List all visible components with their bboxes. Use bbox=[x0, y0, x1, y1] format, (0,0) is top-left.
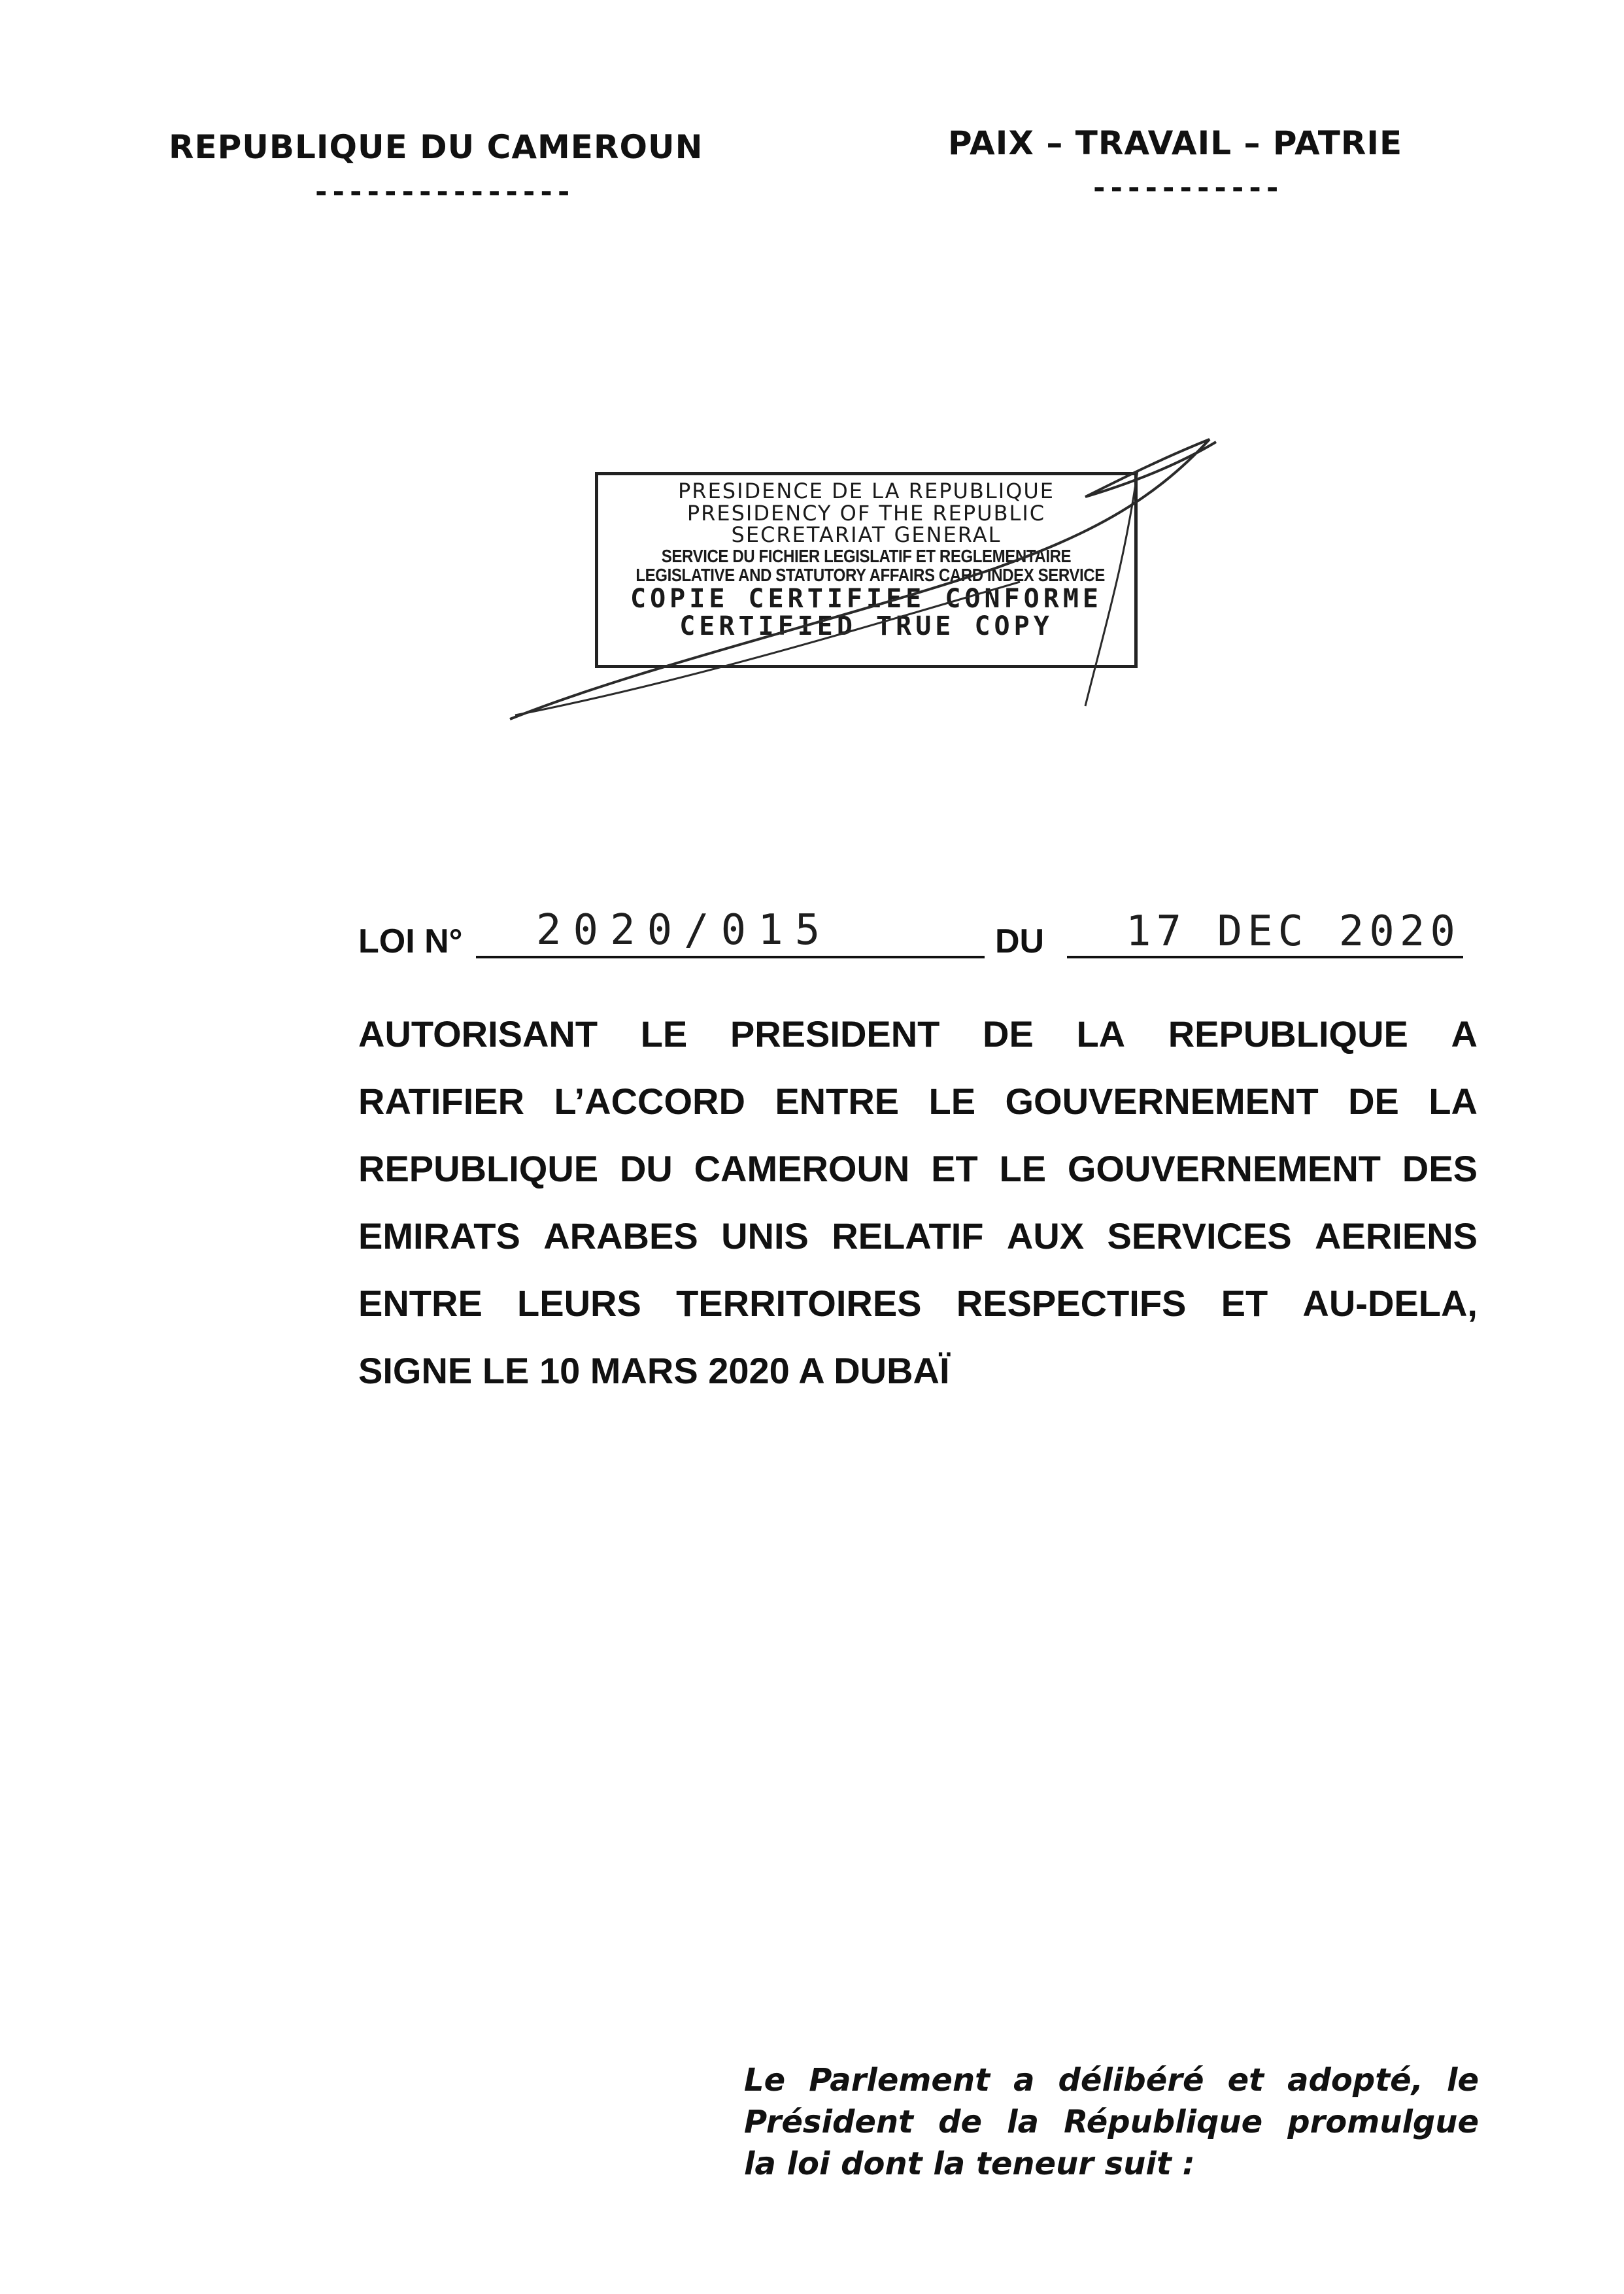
national-motto: PAIX – TRAVAIL – PATRIE bbox=[948, 124, 1403, 162]
stamp-line: COPIE CERTIFIEE CONFORME bbox=[630, 583, 1102, 614]
word: LA bbox=[1076, 1013, 1126, 1054]
word: ENTRE bbox=[358, 1283, 482, 1324]
signature-scribble bbox=[497, 431, 1229, 745]
law-number-label: LOI N° bbox=[358, 922, 463, 960]
promulgation-line bbox=[744, 2101, 1479, 2143]
stamp-line: SECRETARIAT GENERAL bbox=[731, 522, 1002, 548]
word: Le bbox=[744, 2062, 786, 2099]
word: GOUVERNEMENT bbox=[1067, 1148, 1381, 1189]
law-date-value: 17 DEC 2020 bbox=[1126, 907, 1461, 956]
word: ET bbox=[1221, 1283, 1268, 1324]
word: PRESIDENT bbox=[730, 1013, 940, 1054]
stamp-line: LEGISLATIVE AND STATUTORY AFFAIRS CARD INDEX SERVICE bbox=[635, 565, 1105, 586]
word: la loi dont la teneur suit : bbox=[744, 2146, 1195, 2182]
law-subject bbox=[358, 1000, 1478, 1404]
law-number-line bbox=[476, 956, 985, 958]
word: AU-DELA, bbox=[1302, 1283, 1478, 1324]
country-name: REPUBLIQUE DU CAMEROUN bbox=[169, 128, 703, 166]
word: promulgue bbox=[1287, 2104, 1479, 2140]
country-underline: --------------- bbox=[313, 175, 573, 209]
word: a bbox=[1013, 2062, 1035, 2099]
law-number-value: 2020/015 bbox=[536, 906, 832, 954]
word: AERIENS bbox=[1315, 1215, 1478, 1257]
subject-line bbox=[358, 1000, 1478, 1068]
subject-line bbox=[358, 1337, 1478, 1404]
word: SERVICES bbox=[1107, 1215, 1292, 1257]
word: de bbox=[938, 2104, 983, 2140]
word: EMIRATS bbox=[358, 1215, 520, 1257]
stamp-line: PRESIDENCY OF THE REPUBLIC bbox=[686, 500, 1046, 526]
word: AUTORISANT bbox=[358, 1013, 598, 1054]
word: République bbox=[1064, 2104, 1263, 2140]
word: GOUVERNEMENT bbox=[1005, 1081, 1319, 1122]
word: REPUBLIQUE bbox=[358, 1148, 599, 1189]
word: TERRITOIRES bbox=[676, 1283, 922, 1324]
subject-line bbox=[358, 1068, 1478, 1135]
word: LA bbox=[1429, 1081, 1478, 1122]
subject-line bbox=[358, 1202, 1478, 1270]
word: RESPECTIFS bbox=[956, 1283, 1187, 1324]
word: le bbox=[1446, 2062, 1479, 2099]
word: RATIFIER bbox=[358, 1081, 525, 1122]
word: REPUBLIQUE bbox=[1168, 1013, 1408, 1054]
law-date-label: DU bbox=[995, 922, 1045, 960]
word: LEURS bbox=[517, 1283, 641, 1324]
word: délibéré bbox=[1058, 2062, 1204, 2099]
word: DU bbox=[619, 1148, 673, 1189]
word: ARABES bbox=[543, 1215, 698, 1257]
subject-line bbox=[358, 1135, 1478, 1202]
stamp-line: PRESIDENCE DE LA REPUBLIQUE bbox=[678, 479, 1055, 503]
stamp-line: CERTIFIED TRUE COPY bbox=[679, 611, 1053, 641]
word: RELATIF bbox=[832, 1215, 984, 1257]
subject-line bbox=[358, 1270, 1478, 1337]
word: UNIS bbox=[721, 1215, 809, 1257]
stamp-line: SERVICE DU FICHIER LEGISLATIF ET REGLEMENTAIRE bbox=[661, 545, 1072, 566]
word: DE bbox=[983, 1013, 1034, 1054]
word: L’ACCORD bbox=[554, 1081, 745, 1122]
word: ENTRE bbox=[775, 1081, 900, 1122]
law-date-line bbox=[1067, 956, 1463, 958]
word: DES bbox=[1402, 1148, 1478, 1189]
word: SIGNE LE 10 MARS 2020 A DUBAÏ bbox=[358, 1350, 950, 1391]
word: CAMEROUN bbox=[694, 1148, 910, 1189]
motto-underline: ----------- bbox=[1091, 171, 1281, 205]
word: LE bbox=[928, 1081, 976, 1122]
word: LE bbox=[999, 1148, 1047, 1189]
word: Parlement bbox=[809, 2062, 990, 2099]
word: DE bbox=[1348, 1081, 1399, 1122]
word: A bbox=[1451, 1013, 1478, 1054]
word: AUX bbox=[1006, 1215, 1085, 1257]
word: la bbox=[1007, 2104, 1039, 2140]
promulgation-line bbox=[744, 2143, 1479, 2185]
promulgation-formula bbox=[744, 2059, 1479, 2185]
word: adopté, bbox=[1287, 2062, 1423, 2099]
promulgation-line bbox=[744, 2059, 1479, 2101]
word: LE bbox=[640, 1013, 688, 1054]
word: et bbox=[1227, 2062, 1264, 2099]
word: ET bbox=[931, 1148, 978, 1189]
word: Président bbox=[744, 2104, 913, 2140]
